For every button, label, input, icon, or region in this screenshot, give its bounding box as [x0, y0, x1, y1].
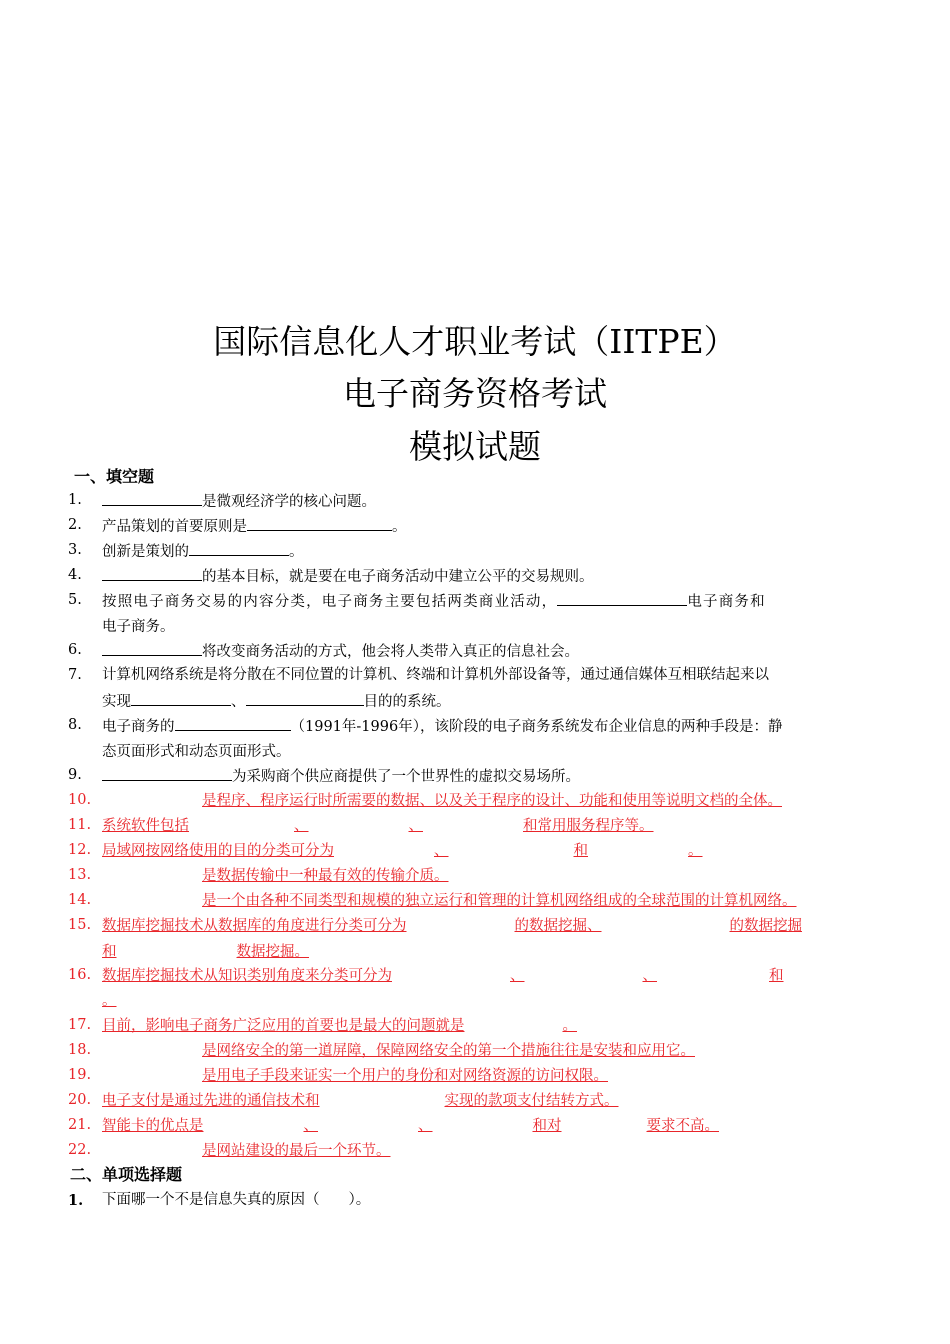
question-number: 1. [68, 1192, 84, 1209]
question-text: 实现的款项支付结转方式。 [444, 1093, 619, 1109]
question-number: 20. [68, 1092, 92, 1108]
question-16 [68, 963, 884, 1014]
question-text: 和常用服务程序等。 [523, 818, 654, 834]
question-text: 实现 [102, 694, 131, 710]
answer-blank [102, 1063, 202, 1080]
answer-blank [102, 788, 202, 805]
question-text: 。 [688, 843, 703, 859]
question-8 [68, 713, 884, 765]
question-12 [68, 838, 884, 864]
question-text: 按照电子商务交易的内容分类，电子商务主要包括两类商业活动， [102, 594, 558, 610]
question-13 [68, 863, 884, 889]
answer-blank [175, 713, 291, 731]
page-subtitle: 电子商务资格考试 [343, 374, 607, 413]
answer-blank [247, 513, 392, 531]
question-text: 。 [102, 993, 117, 1009]
question-number: 21. [68, 1117, 92, 1133]
question-text: 计算机网络系统是将分散在不同位置的计算机、终端和计算机外部设备等，通过通信媒体互相联结起来以 [102, 667, 769, 683]
answer-blank [131, 688, 231, 706]
question-text: 电子商务的 [102, 719, 175, 735]
question-text: 的数据挖掘 [729, 918, 802, 934]
question-3 [68, 538, 884, 565]
question-number: 8. [68, 717, 82, 733]
question-text: 。 [562, 1018, 577, 1034]
question-19 [68, 1063, 884, 1089]
answer-blank [657, 963, 769, 980]
question-text: 是用电子手段来证实一个用户的身份和对网络资源的访问权限。 [202, 1068, 608, 1084]
question-text: 电子支付是通过先进的通信技术和 [102, 1093, 320, 1109]
question-20 [68, 1088, 884, 1114]
question-text: 。 [392, 519, 407, 535]
answer-blank [433, 1113, 533, 1130]
question-text: 数据库挖掘技术从知识类别角度来分类可分为 [102, 968, 392, 984]
answer-blank [525, 963, 643, 980]
question-text: 和对 [532, 1118, 562, 1134]
answer-blank [102, 563, 202, 581]
question-number: 15. [68, 917, 92, 933]
question-7 [68, 663, 884, 715]
question-text: 数据库挖掘技术从数据库的角度进行分类可分为 [102, 918, 407, 934]
question-text: 智能卡的优点是 [102, 1118, 204, 1134]
question-text: 、 [408, 818, 423, 834]
question-text: 、 [510, 968, 525, 984]
question-text: 局域网按网络使用的目的分类可分为 [102, 843, 334, 859]
question-number: 11. [68, 817, 92, 833]
question-text: 。 [289, 544, 304, 560]
mc-question-1 [68, 1188, 884, 1213]
question-text: 、 [294, 818, 309, 834]
question-2 [68, 513, 884, 540]
question-text: 系统软件包括 [102, 818, 189, 834]
question-text: 是微观经济学的核心问题。 [202, 494, 376, 510]
answer-blank [189, 813, 294, 830]
question-number: 19. [68, 1067, 92, 1083]
question-text: 的数据挖掘、 [514, 918, 602, 934]
answer-blank [320, 1088, 445, 1105]
question-text: 、 [418, 1118, 433, 1134]
answer-blank [102, 763, 232, 781]
question-number: 10. [68, 792, 92, 808]
question-text: 和 [573, 843, 588, 859]
question-text: 的基本目标，就是要在电子商务活动中建立公平的交易规则。 [202, 569, 594, 585]
answer-blank [102, 863, 202, 880]
question-text: 是网站建设的最后一个环节。 [202, 1143, 391, 1159]
question-1 [68, 488, 884, 515]
answer-blank [246, 688, 364, 706]
section-heading-fill-in: 一、填空题 [74, 467, 155, 486]
question-text: 、 [231, 694, 246, 710]
answer-blank [102, 888, 202, 905]
question-text: 目的的系统。 [363, 694, 451, 710]
question-text: 是一个由各种不同类型和规模的独立运行和管理的计算机网络组成的全球范围的计算机网络。 [202, 893, 797, 909]
answer-blank [102, 1038, 202, 1055]
section-heading-single-choice: 二、单项选择题 [70, 1165, 183, 1184]
question-number: 2. [68, 517, 82, 533]
question-6 [68, 638, 884, 665]
question-text: 目前，影响电子商务广泛应用的首要也是最大的问题就是 [102, 1018, 465, 1034]
question-text: （1991年-1996年），该阶段的电子商务系统发布企业信息的两种手段是：静 [290, 719, 783, 735]
question-text: 要求不高。 [646, 1118, 719, 1134]
title-block [0, 318, 950, 471]
question-number: 13. [68, 867, 92, 883]
question-number: 4. [68, 567, 82, 583]
answer-blank [588, 838, 688, 855]
answer-blank [102, 488, 202, 506]
question-text: 是网络安全的第一道屏障，保障网络安全的第一个措施往往是安装和应用它。 [202, 1043, 695, 1059]
question-text: 、 [303, 1118, 318, 1134]
question-number: 18. [68, 1042, 92, 1058]
question-number: 6. [68, 642, 82, 658]
question-text: 和 [102, 944, 117, 960]
question-text: 下面哪一个不是信息失真的原因（ ）。 [102, 1192, 371, 1208]
answer-blank [465, 1013, 563, 1030]
answer-blank [392, 963, 510, 980]
question-text: 将改变商务活动的方式，他会将人类带入真正的信息社会。 [202, 644, 579, 660]
question-11 [68, 813, 884, 839]
question-text: 和 [769, 968, 784, 984]
question-number: 14. [68, 892, 92, 908]
question-21 [68, 1113, 884, 1139]
answer-blank [449, 838, 574, 855]
page-subtitle-2: 模拟试题 [409, 427, 541, 466]
question-4 [68, 563, 884, 590]
question-text: 创新是策划的 [102, 544, 189, 560]
question-9 [68, 763, 884, 790]
question-5 [68, 588, 884, 640]
answer-blank [407, 913, 515, 930]
answer-blank [703, 838, 713, 855]
question-text: 态页面形式和动态页面形式。 [102, 744, 291, 760]
answer-blank [602, 913, 730, 930]
answer-blank [117, 939, 237, 956]
answer-blank [102, 1138, 202, 1155]
question-22 [68, 1138, 884, 1164]
answer-blank [334, 838, 434, 855]
answer-blank [318, 1113, 418, 1130]
question-text: 电子商务。 [102, 619, 175, 635]
question-text: 是程序、程序运行时所需要的数据、以及关于程序的设计、功能和使用等说明文档的全体。 [202, 793, 782, 809]
question-number: 16. [68, 967, 92, 983]
question-number: 5. [68, 592, 82, 608]
question-number: 22. [68, 1142, 92, 1158]
answer-blank [189, 538, 289, 556]
question-text: 数据挖掘。 [236, 944, 309, 960]
question-text: 、 [434, 843, 449, 859]
page-title: 国际信息化人才职业考试（IITPE） [213, 322, 737, 361]
question-number: 9. [68, 767, 82, 783]
answer-blank [204, 1113, 304, 1130]
answer-blank [557, 588, 687, 606]
question-text: 、 [642, 968, 657, 984]
question-number: 1. [68, 492, 82, 508]
question-18 [68, 1038, 884, 1064]
answer-blank [423, 813, 523, 830]
question-number: 12. [68, 842, 92, 858]
question-14 [68, 888, 884, 914]
question-text: 是数据传输中一种最有效的传输介质。 [202, 868, 449, 884]
answer-blank [562, 1113, 647, 1130]
answer-blank [309, 813, 409, 830]
question-number: 17. [68, 1017, 92, 1033]
question-10 [68, 788, 884, 814]
question-15 [68, 913, 884, 965]
answer-blank [577, 1013, 587, 1030]
question-text: 为采购商个供应商提供了一个世界性的虚拟交易场所。 [232, 769, 580, 785]
question-text: 产品策划的首要原则是 [102, 519, 247, 535]
question-17 [68, 1013, 884, 1039]
question-number: 3. [68, 542, 82, 558]
question-number: 7. [68, 667, 82, 683]
question-text: 电子商务和 [687, 594, 766, 610]
answer-blank [102, 638, 202, 656]
